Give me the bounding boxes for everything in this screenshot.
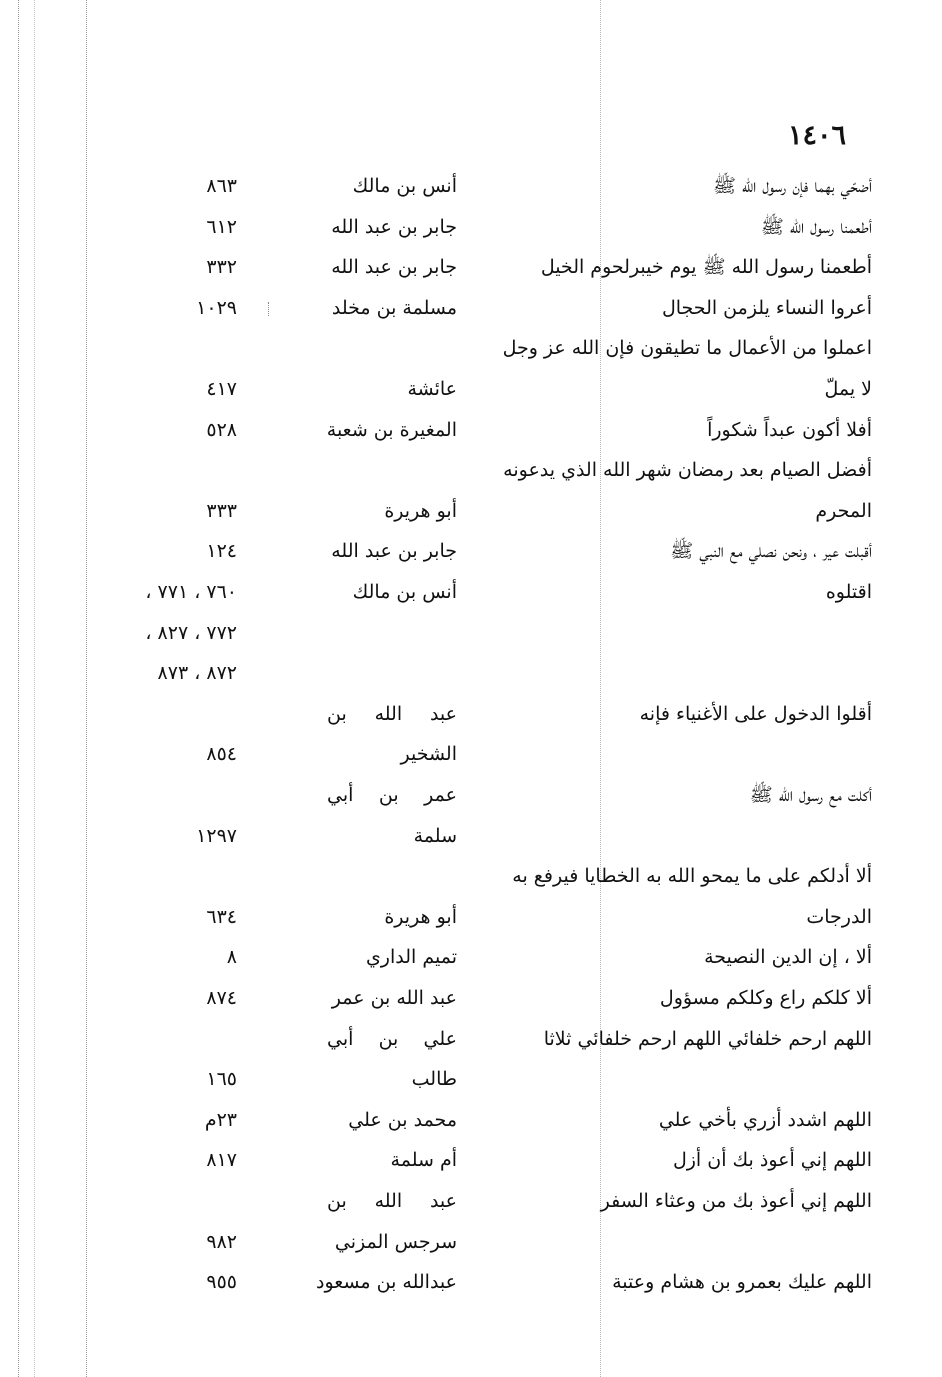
narrator-name: جابر بن عبد الله: [331, 215, 457, 238]
hadith-number: ٤١٧: [206, 378, 237, 400]
hadith-number: ٢٣م: [204, 1108, 237, 1131]
index-row: [0, 213, 942, 253]
narrator-name: طالب: [411, 1068, 457, 1091]
index-row: [0, 619, 942, 659]
index-row: [0, 1106, 942, 1146]
page-number: ١٤٠٦: [787, 120, 846, 151]
index-row: [0, 537, 942, 577]
index-row: [0, 740, 942, 780]
hadith-number: ٣٣٢: [206, 256, 237, 279]
index-row: [0, 822, 942, 862]
hadith-text: اللهم اشدد أزري بأخي علي: [658, 1108, 872, 1131]
index-row: [0, 984, 942, 1024]
hadith-text: أعروا النساء يلزمن الحجال: [661, 296, 872, 319]
index-row: [0, 781, 942, 821]
index-row: [0, 1146, 942, 1186]
hadith-text: الدرجات: [806, 905, 872, 928]
narrator-name: سلمة: [413, 824, 457, 847]
hadith-text: أفضل الصيام بعد رمضان شهر الله الذي يدعونه: [503, 459, 872, 482]
narrator-name: المغيرة بن شعبة: [326, 418, 457, 441]
hadith-number: ٨٥٤: [206, 743, 237, 766]
narrator-name: أم سلمة: [390, 1149, 457, 1172]
narrator-name: سرجس المزني: [334, 1230, 457, 1253]
narrator-name: جابر بن عبد الله: [331, 540, 457, 563]
index-row: [0, 253, 942, 293]
hadith-text: ألا كلكم راع وكلكم مسؤول: [659, 987, 872, 1009]
hadith-number: ٨٧٢ ، ٨٧٣: [157, 662, 237, 685]
narrator-name: مسلمة بن مخلد: [331, 296, 457, 319]
hadith-text: أطعمنا رسول الله ﷺ يوم خيبرلحوم الخيل: [540, 256, 872, 279]
hadith-number: ٦٣٤: [206, 905, 237, 928]
hadith-number: ٦١٢: [206, 215, 237, 238]
hadith-text: لا يملّ: [824, 378, 872, 400]
index-row: [0, 497, 942, 537]
hadith-number: ١٠٢٩: [196, 296, 237, 319]
narrator-name: أبو هريرة: [384, 499, 457, 522]
hadith-text: ألا ، إن الدين النصيحة: [704, 946, 872, 969]
narrator-name: عبد الله بن عمر: [331, 987, 457, 1009]
hadith-text: أطعمنا رسول الله ﷺ: [760, 215, 872, 238]
index-row: [0, 416, 942, 456]
narrator-name: عائشة: [407, 378, 457, 400]
index-row: [0, 334, 942, 374]
hadith-number: ٣٣٣: [206, 499, 237, 522]
hadith-number: ٧٧٢ ، ٨٢٧ ،: [145, 621, 237, 644]
narrator-name: الشخير: [400, 743, 457, 766]
index-row: [0, 1228, 942, 1268]
index-row: [0, 700, 942, 740]
index-row: [0, 903, 942, 943]
index-row: [0, 1268, 942, 1308]
hadith-text: اللهم إني أعوذ بك أن أزل: [672, 1149, 872, 1172]
index-row: [0, 294, 942, 334]
narrator-name: عبدالله بن مسعود: [316, 1271, 457, 1294]
hadith-number: ١٦٥: [206, 1068, 237, 1091]
index-row: [0, 375, 942, 415]
hadith-text: المحرم: [815, 499, 872, 522]
hadith-text: أفلا أكون عبداً شكوراً: [707, 418, 872, 441]
hadith-number: ١٢٩٧: [196, 824, 237, 847]
scan-mark: [268, 302, 269, 316]
index-row: [0, 1025, 942, 1065]
hadith-number: ٨: [226, 946, 237, 969]
hadith-number: ٧٦٠ ، ٧٧١ ،: [145, 581, 237, 603]
narrator-name: محمد بن علي: [348, 1108, 457, 1131]
narrator-name: أبو هريرة: [384, 905, 457, 928]
index-row: [0, 456, 942, 496]
index-row: [0, 1187, 942, 1227]
index-row: [0, 578, 942, 618]
narrator-name: عبد الله بن: [327, 702, 457, 725]
narrator-name: أنس بن مالك: [352, 581, 457, 603]
hadith-number: ٨١٧: [206, 1149, 237, 1172]
hadith-text: أقلوا الدخول على الأغنياء فإنه: [639, 702, 872, 725]
index-row: [0, 862, 942, 902]
hadith-number: ٨٧٤: [206, 987, 237, 1009]
hadith-text: اللهم ارحم خلفائي اللهم ارحم خلفائي ثلاثا: [543, 1027, 872, 1050]
narrator-name: تميم الداري: [365, 946, 457, 969]
index-row: [0, 1065, 942, 1105]
hadith-number: ٥٢٨: [206, 418, 237, 441]
hadith-number: ٨٦٣: [206, 175, 237, 197]
hadith-text: ألا أدلكم على ما يمحو الله به الخطايا فيرفع به: [512, 865, 872, 888]
narrator-name: علي بن أبي: [327, 1027, 457, 1050]
hadith-number: ١٢٤: [206, 540, 237, 563]
hadith-text: اقتلوه: [825, 581, 872, 603]
hadith-text: أقبلت عير ، ونحن نصلي مع النبي ﷺ: [670, 540, 872, 563]
hadith-text: أكلت مع رسول الله ﷺ: [749, 784, 872, 806]
hadith-number: ٩٨٢: [206, 1230, 237, 1253]
index-row: [0, 659, 942, 699]
hadith-text: أضحّي بهما فإن رسول الله ﷺ: [713, 175, 872, 197]
narrator-name: جابر بن عبد الله: [331, 256, 457, 279]
narrator-name: عبد الله بن: [327, 1190, 457, 1212]
narrator-name: عمر بن أبي: [327, 784, 457, 806]
narrator-name: أنس بن مالك: [352, 175, 457, 197]
index-row: [0, 943, 942, 983]
hadith-text: اللهم عليك بعمرو بن هشام وعتبة: [612, 1271, 872, 1294]
hadith-number: ٩٥٥: [206, 1271, 237, 1294]
hadith-text: اعملوا من الأعمال ما تطيقون فإن الله عز وجل: [502, 337, 872, 360]
index-row: [0, 172, 942, 212]
hadith-text: اللهم إني أعوذ بك من وعثاء السفر: [600, 1190, 872, 1212]
